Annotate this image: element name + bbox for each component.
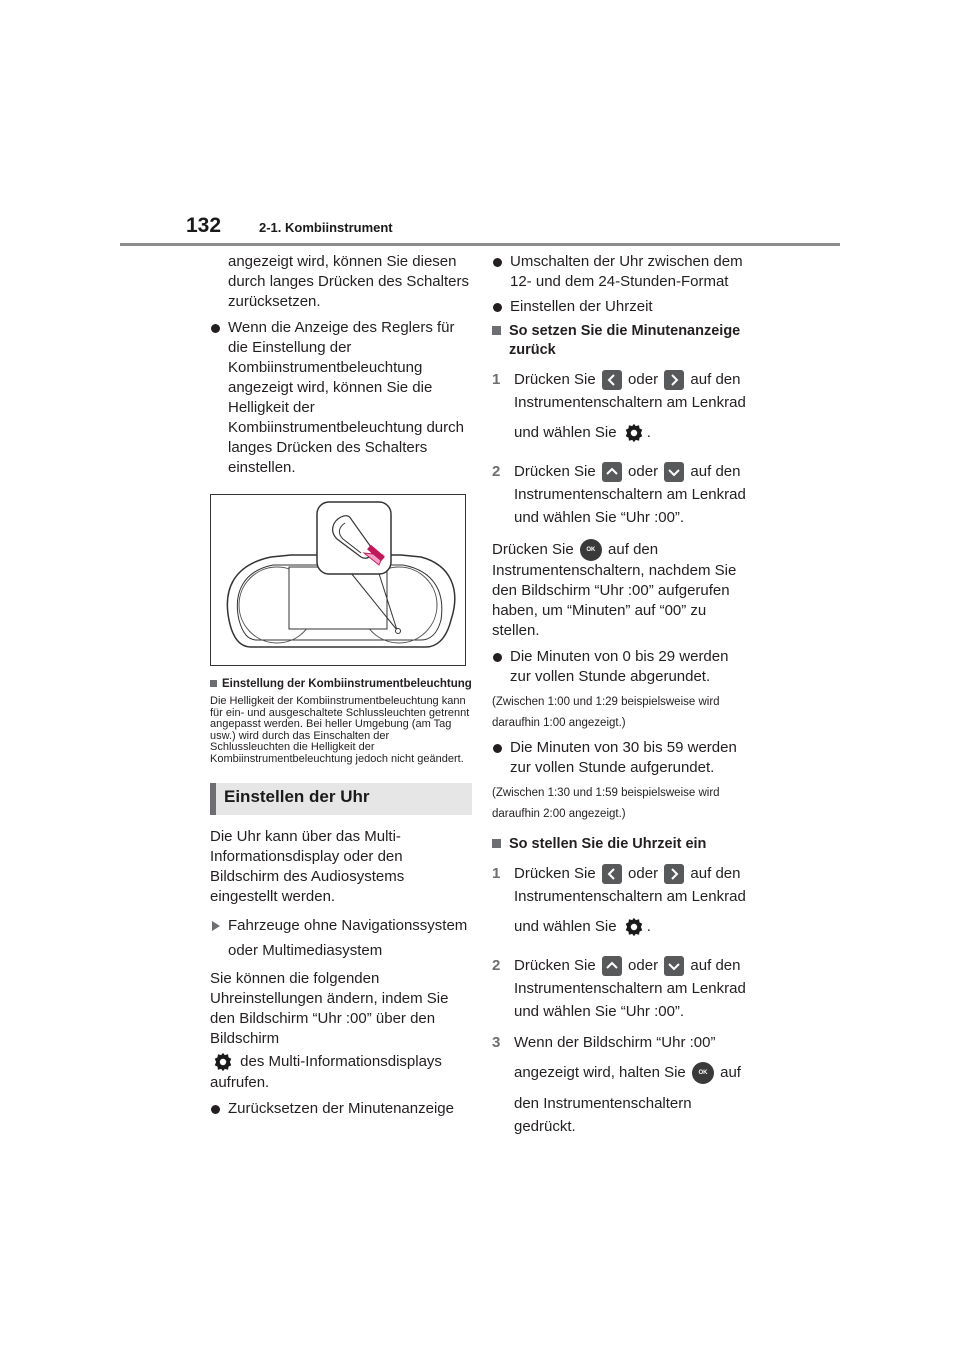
step-line <box>514 368 752 391</box>
vehicle-condition: Fahrzeuge ohne Navigationssystem oder Multimediasystem <box>210 913 472 963</box>
step-number: 2 <box>492 957 501 974</box>
bullet-reset-minutes: Zurücksetzen der Minutenanzeige <box>210 1099 472 1119</box>
chevron-down-icon <box>664 956 684 976</box>
left-column <box>210 252 472 1124</box>
gear-icon <box>623 422 645 444</box>
ok-button-icon: OK <box>692 1062 714 1084</box>
set-step-1 <box>492 862 752 946</box>
continued-text: angezeigt wird, können Sie diesen durch langes Drücken des Schalters zurücksetzen. <box>228 253 469 310</box>
right-column <box>492 252 752 1146</box>
step-text: Drücken Sie <box>514 371 596 388</box>
ok-text-prefix: Drücken Sie <box>492 540 574 558</box>
step-line: Instrumentenschaltern am Lenkrad <box>514 394 746 411</box>
step-line: und wählen Sie “Uhr :00”. <box>514 509 685 526</box>
bullet-12-24: Umschalten der Uhr zwischen dem 12- und dem 24-Stunden-Format <box>492 252 752 292</box>
step-number: 1 <box>492 865 501 882</box>
header-rule <box>120 243 840 246</box>
step-line <box>514 460 752 483</box>
chevron-left-icon <box>602 864 622 884</box>
step-text: angezeigt wird, halten Sie <box>514 1064 686 1081</box>
step-text: oder <box>628 463 659 480</box>
section-title: 2-1. Kombiinstrument <box>259 220 393 235</box>
step-period: . <box>646 918 651 935</box>
step-number: 1 <box>492 371 501 388</box>
page-number: 132 <box>186 214 222 237</box>
clock-section-header <box>210 783 472 815</box>
set-step-2 <box>492 954 752 1023</box>
note-round-down: (Zwischen 1:00 und 1:29 beispielsweise wird daraufhin 1:00 angezeigt.) <box>492 696 720 729</box>
step-text: und wählen Sie <box>514 918 617 935</box>
ok-button-icon: OK <box>580 539 602 561</box>
step-period: . <box>646 424 651 441</box>
step-line: Instrumentenschaltern am Lenkrad <box>514 888 746 905</box>
subheading-cluster-lighting: Einstellung der Kombiinstrumentbeleuchtung <box>210 678 472 691</box>
step-text: Drücken Sie <box>514 865 596 882</box>
bullet-dimmer: Wenn die Anzeige des Reglers für die Einstellung der Kombiinstrumentbeleuchtung angezeigt wird, können Sie die Helligkeit der Kombiinstrumentbeleuchtung durch langes Drücken des Schalters einstellen. <box>210 318 472 478</box>
bullet-round-up: Die Minuten von 30 bis 59 werden zur vollen Stunde aufgerundet. <box>492 738 752 778</box>
change-settings-text-2 <box>210 1051 472 1093</box>
change-settings-suffix: des Multi-Informationsdisplays aufrufen. <box>210 1052 442 1091</box>
chevron-down-icon <box>664 462 684 482</box>
step-line <box>514 1054 752 1092</box>
step-line: gedrückt. <box>514 1118 576 1135</box>
step-text: oder <box>628 371 659 388</box>
step-line: und wählen Sie “Uhr :00”. <box>514 1003 685 1020</box>
chevron-up-icon <box>602 956 622 976</box>
step-line: den Instrumentenschaltern <box>514 1095 692 1112</box>
step-text: auf den <box>690 865 741 882</box>
reset-step-2 <box>492 460 752 529</box>
chevron-up-icon <box>602 462 622 482</box>
gear-icon <box>623 916 645 938</box>
ok-text-suffix: auf den Instrumentenschaltern, nachdem Sie den Bildschirm “Uhr :00” aufgerufen haben, um “Minuten” auf “00” zu stellen. <box>492 540 737 639</box>
step-line <box>514 908 752 946</box>
step-line: Instrumentenschaltern am Lenkrad <box>514 486 746 503</box>
step-number: 3 <box>492 1034 501 1051</box>
bullet-set-time: Einstellen der Uhrzeit <box>492 297 752 317</box>
step-text: auf den <box>690 957 741 974</box>
ok-reset-text <box>492 539 752 641</box>
step-text: oder <box>628 865 659 882</box>
reset-step-1 <box>492 368 752 452</box>
step-text: auf <box>720 1064 741 1081</box>
heading-reset-minutes: So setzen Sie die Minutenanzeige zurück <box>492 322 752 360</box>
step-text: auf den <box>690 371 741 388</box>
set-step-3 <box>492 1031 752 1138</box>
step-line: Instrumentenschaltern am Lenkrad <box>514 980 746 997</box>
gear-icon <box>212 1051 234 1073</box>
step-line <box>514 862 752 885</box>
clock-section-title: Einstellen der Uhr <box>224 787 370 806</box>
step-text: und wählen Sie <box>514 424 617 441</box>
chevron-right-icon <box>664 864 684 884</box>
step-line: Wenn der Bildschirm “Uhr :00” <box>514 1034 716 1051</box>
cluster-illustration <box>210 494 466 666</box>
step-text: Drücken Sie <box>514 957 596 974</box>
step-text: Drücken Sie <box>514 463 596 480</box>
step-text: oder <box>628 957 659 974</box>
step-text: auf den <box>690 463 741 480</box>
change-settings-text: Sie können die folgenden Uhreinstellungen ändern, indem Sie den Bildschirm “Uhr :00” über den Bildschirm <box>210 970 449 1047</box>
cluster-drawing <box>211 495 465 665</box>
heading-set-time: So stellen Sie die Uhrzeit ein <box>492 835 752 854</box>
chevron-left-icon <box>602 370 622 390</box>
bullet-round-down: Die Minuten von 0 bis 29 werden zur vollen Stunde abgerundet. <box>492 647 752 687</box>
step-number: 2 <box>492 463 501 480</box>
note-round-up: (Zwischen 1:30 und 1:59 beispielsweise wird daraufhin 2:00 angezeigt.) <box>492 787 720 820</box>
step-line <box>514 414 752 452</box>
cluster-lighting-text: Die Helligkeit der Kombiinstrumentbeleuchtung kann für ein- und ausgeschaltete Schlussleuchten getrennt angepasst werden. Bei heller Umgebung (am Tag usw.) wird durch das Einschalten der Schlussleuchten die Helligkeit der Kombiinstrumentbeleuchtung jedoch nicht geändert. <box>210 695 470 765</box>
chevron-right-icon <box>664 370 684 390</box>
step-line <box>514 954 752 977</box>
clock-intro: Die Uhr kann über das Multi-Informationsdisplay oder den Bildschirm des Audiosystems eingestellt werden. <box>210 828 405 905</box>
